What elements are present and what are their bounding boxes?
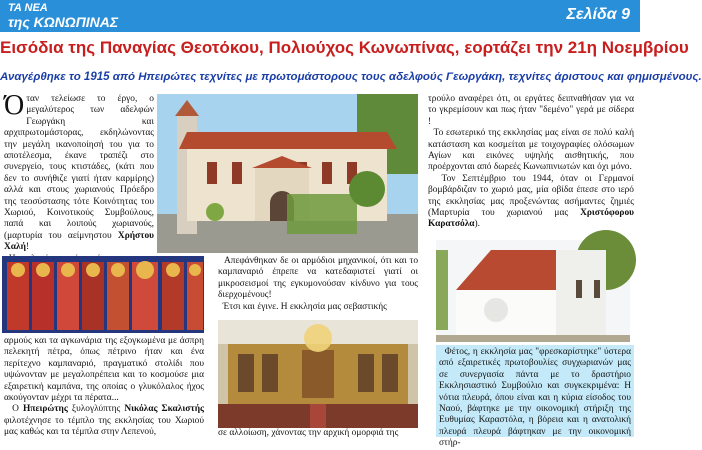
newspaper-name-line2: της ΚΩΝΩΠΙΝΑΣ <box>8 14 119 30</box>
church-exterior-photo <box>157 94 418 253</box>
column-1-top-text: Όταν τελείωσε το έργο, ο μεγαλύτερος των αδελφών Γεωργάκη και αρχιπρωτομάστορας, εκδηλώνοντας την μεγάλη ικανοποίησή του για το αποτέλεσμα, έκανε τραπέζι στο συνεργείο, τους κτιστάδες, (κάτι που δεν το συνήθιζε γιατί ήταν καρμίρης) αλλά και στους χωριανούς Πρόεδρο της τεοσύστασης τότε Κοινότητας του Χωριού, Κοινοτικούς Συμβούλους, παπά και λοιπούς χωριανούς, (μαρτυρία του αείμνηστου Χρήστου Χαλή! <box>4 90 155 253</box>
page-header <box>0 0 640 32</box>
article-subtitle: Αναγέρθηκε το 1915 από Ηπειρώτες τεχνίτες με πρωτομάστορους τους αδελφούς Γεωργάκη, τεχνίτες άριστους και φημισμένους. <box>0 71 702 83</box>
icon-painting-photo <box>2 256 204 333</box>
church-interior-photo <box>218 320 418 428</box>
column-3-text: τρούλο αναφέρει ότι, οι εργάτες δειπναθήσαν για να το γκρεμίσουν και πως ήταν "δεμένο" γερά με σίδερα ! Το εσωτερικό της εκκλησίας μας είναι σε πολύ καλή κατάσταση και κοσμείται με τοιχογραφίες ολόσωμων Αγίων και εικόνες υψηλής αισθητικής, που προέρχονται από δωρεές Κωνωπινιωτών και όχι μόνο. Τον Σεπτέμβριο του 1944, όταν οι Γερμανοί βομβάρδιζαν το χωριό μας, μία οβίδα έπεσε στο ιερό της εκκλησίας μας προξενώντας ασήμαντες ζημιές (Μαρτυρία του χωριανού μας Χριστόφορου Καρατσόλα). <box>428 94 635 230</box>
article-title: Εισόδια της Παναγίας Θεοτόκου, Πολιούχος Κωνωπίνας, εορτάζει την 21η Νοεμβρίου <box>0 38 689 57</box>
column-2-bottom-text: σε αλλοίωση, χάνοντας την αρχική ομορφιά της <box>218 428 399 438</box>
church-side-photo <box>436 240 630 342</box>
author-name: Χρήστου Χαλή <box>4 230 155 253</box>
page-number: Σελίδα 9 <box>566 6 630 23</box>
drop-cap: Ό <box>4 90 25 121</box>
highlight-box: Φέτος, η εκκλησία μας "φρεσκαρίστηκε" ύστερα από εξαιρετικές πρωτοβουλίες συγχωριανών μας σε συνεργασία πάντα με το δραστήριο Εκκλησιαστικό Συμβούλιο και συγκεκριμένα: Η νότια πλευρά, όπου είναι και η κύρια είσοδος του Ναού, βάφτηκε με την οικονομική στήριξη της Ευθυμίας Καραστόλα, η βόρεια και η ανατολική πλευρά πλευρά βάφτηκαν με την οικονομική στήρ- <box>436 345 634 437</box>
column-1-bottom-text: αρμούς και τα αγκωνάρια της εξογκωμένα με άσπρη πελεκητή πέτρα, όπως πέτρινο ήταν και ένα περίτεχνο καμπαναριό, πραγματικό στολίδι που υψώνονταν με μεγαλοπρέπεια και το κοσμούσε μια εξαιρετική καμπάνα, της οποίας ο γλυκόλαλος ήχος ακούγονταν μέχρι τα πέρατα... Ο Ηπειρώτης ξυλογλύπτης Νικόλας Σκαλιστής φιλοτέχνησε το τέμπλο της εκκλησίας του Χωριού μας καθώς και τα τέμπλα στην Λεπενού, <box>4 336 205 438</box>
newspaper-name-line1: ΤΑ ΝΕΑ <box>8 2 48 14</box>
column-2-text: Απεφάνθηκαν δε οι αρμόδιοι μηχανικοί, ότι και το καμπαναριό έπρεπε να κατεδαφιστεί γιατί οι μικροσεισμοί της εγκυμονούσαν κίνδυνο για τους διερχομένους! Έτσι και έγινε. Η εκκλησία μας σεβαστικής <box>218 256 419 312</box>
